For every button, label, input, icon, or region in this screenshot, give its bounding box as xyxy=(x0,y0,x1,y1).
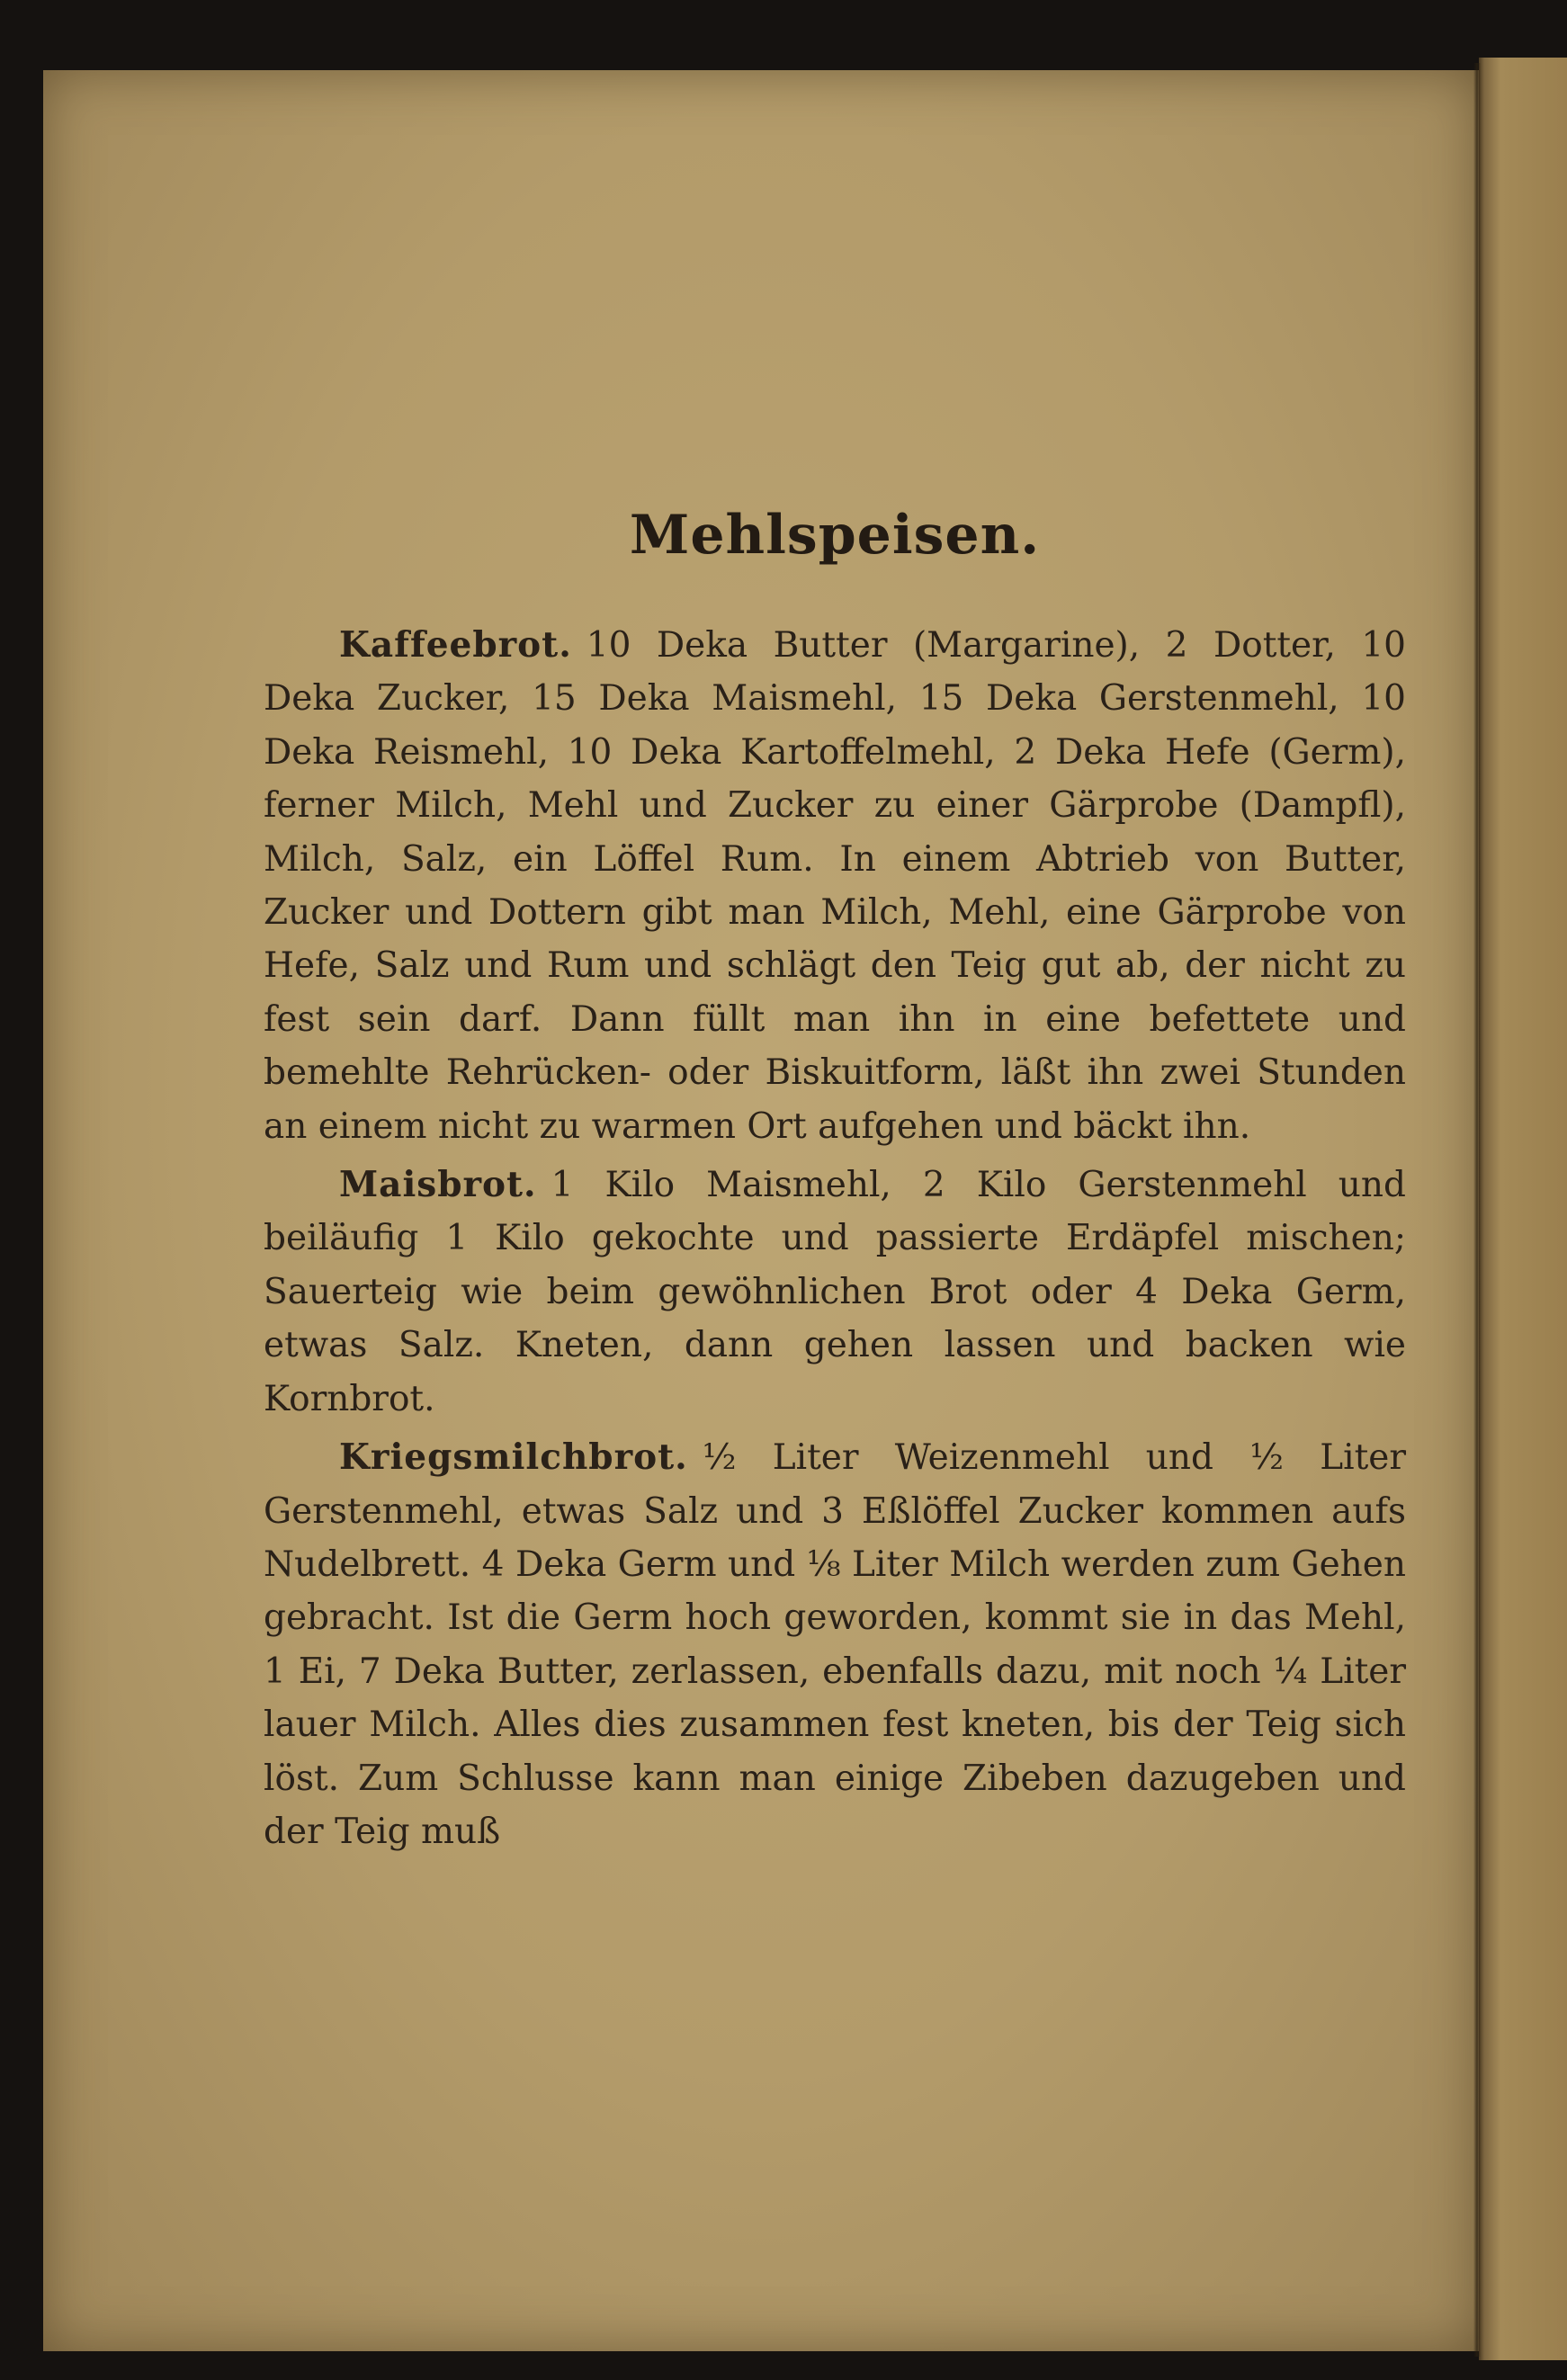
recipe-body: 10 Deka Butter (Margarine), 2 Dotter, 10 Deka Zucker, 15 Deka Maismehl, 15 Deka Gerstenmehl, 10 Deka Reismehl, 10 Deka Kartoffelmehl, 2 Deka Hefe (Germ), ferner Milch, Mehl und Zucker zu einer Gärprobe (Dampfl), Milch, Salz, ein Löffel Rum. In einem Abtrieb von Butter, Zucker und Dottern gibt man Milch, Mehl, eine Gärprobe von Hefe, Salz und Rum und schlägt den Teig gut ab, der nicht zu fest sein darf. Dann füllt man ihn in eine befettete und bemehlte Rehrücken- oder Biskuitform, läßt ihn zwei Stunden an einem nicht zu warmen Ort aufgehen und bäckt ihn. xyxy=(264,625,1406,1147)
facing-page-edge xyxy=(1479,58,1567,2360)
recipe-maisbrot xyxy=(264,1159,1406,1426)
page-fold xyxy=(1473,63,1481,2357)
recipe-title: Kriegsmilchbrot. xyxy=(339,1436,688,1479)
recipe-kriegsmilchbrot xyxy=(264,1431,1406,1858)
page-text xyxy=(264,504,1406,1864)
recipe-title: Maisbrot. xyxy=(339,1164,537,1206)
recipe-kaffeebrot xyxy=(264,619,1406,1153)
recipe-body: 1 Kilo Maismehl, 2 Kilo Gerstenmehl und beiläufig 1 Kilo gekochte und passierte Erdäpfel mischen; Sauerteig wie beim gewöhnlichen Brot oder 4 Deka Germ, etwas Salz. Kneten, dann gehen lassen und backen wie Kornbrot. xyxy=(264,1165,1406,1419)
section-heading: Mehlspeisen. xyxy=(629,504,1041,567)
recipe-title: Kaffeebrot. xyxy=(339,624,572,666)
recipe-body: ½ Liter Weizenmehl und ½ Liter Gerstenmehl, etwas Salz und 3 Eßlöffel Zucker kommen aufs Nudelbrett. 4 Deka Germ und ⅛ Liter Milch werden zum Gehen gebracht. Ist die Germ hoch geworden, kommt sie in das Mehl, 1 Ei, 7 Deka Butter, zerlassen, ebenfalls dazu, mit noch ¼ Liter lauer Milch. Alles dies zusammen fest kneten, bis der Teig sich löst. Zum Schlusse kann man einige Zibeben dazugeben und der Teig muß xyxy=(264,1437,1406,1852)
